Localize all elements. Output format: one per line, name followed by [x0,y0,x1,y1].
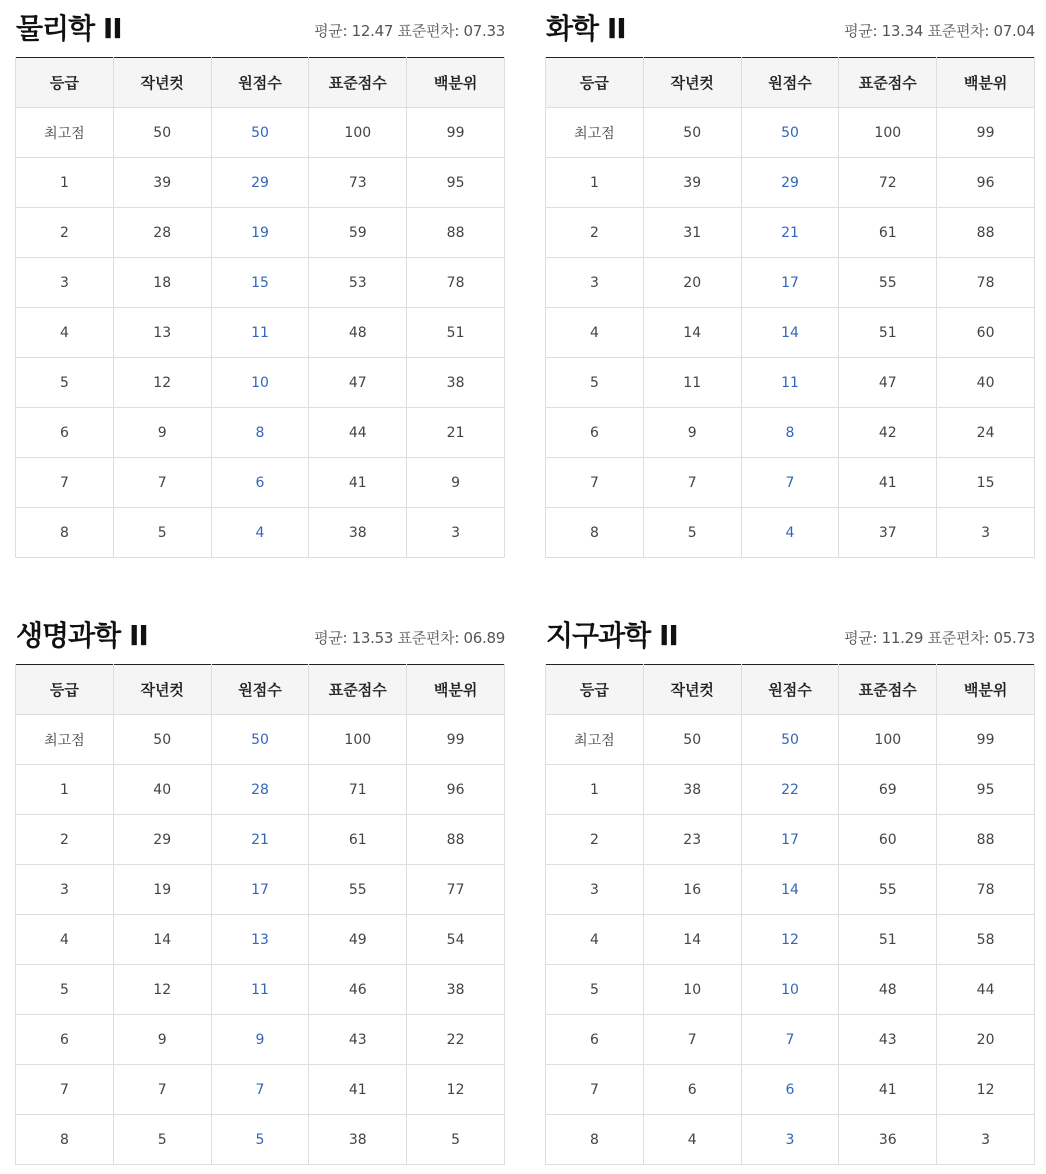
cell-last-year-cut: 16 [643,865,741,915]
cell-raw-score: 14 [741,308,839,358]
cell-standard-score: 73 [309,158,407,208]
table-row [546,715,1035,765]
cell-percentile: 44 [937,965,1035,1015]
cell-grade: 2 [546,208,644,258]
panel-header [15,607,505,664]
cell-standard-score: 43 [309,1015,407,1065]
table-row [546,158,1035,208]
cell-standard-score: 72 [839,158,937,208]
grade-table-panel-physics-2 [15,0,505,558]
cell-last-year-cut: 13 [113,308,211,358]
table-row [546,915,1035,965]
cell-grade: 1 [546,765,644,815]
cell-percentile: 60 [937,308,1035,358]
cell-raw-score: 22 [741,765,839,815]
cell-grade: 3 [16,258,114,308]
panel-header [545,0,1035,57]
cell-standard-score: 53 [309,258,407,308]
table-row [16,308,505,358]
cell-last-year-cut: 5 [643,508,741,558]
cell-last-year-cut: 5 [113,508,211,558]
cell-grade: 5 [546,965,644,1015]
cell-standard-score: 100 [839,715,937,765]
cell-grade: 8 [546,1115,644,1165]
column-header-percentile: 백분위 [937,665,1035,715]
cell-raw-score: 50 [741,715,839,765]
grade-cut-table [15,664,505,1165]
cell-percentile: 21 [407,408,505,458]
cell-raw-score: 8 [741,408,839,458]
cell-standard-score: 61 [839,208,937,258]
cell-percentile: 88 [407,815,505,865]
cell-percentile: 99 [407,715,505,765]
column-header-last-year-cut: 작년컷 [113,665,211,715]
table-row [16,715,505,765]
cell-standard-score: 71 [309,765,407,815]
cell-percentile: 38 [407,358,505,408]
cell-grade: 3 [546,865,644,915]
cell-grade: 5 [16,965,114,1015]
cell-raw-score: 21 [211,815,309,865]
cell-grade: 최고점 [16,715,114,765]
cell-last-year-cut: 20 [643,258,741,308]
cell-last-year-cut: 9 [113,1015,211,1065]
mean-stddev-stats: 평균: 11.29 표준편차: 05.73 [844,629,1035,647]
cell-last-year-cut: 11 [643,358,741,408]
cell-percentile: 99 [937,108,1035,158]
subject-title: 물리학 II [16,12,122,45]
cell-raw-score: 11 [741,358,839,408]
table-row [16,108,505,158]
table-header-row [16,58,505,108]
table-row [546,358,1035,408]
cell-standard-score: 60 [839,815,937,865]
cell-raw-score: 6 [211,458,309,508]
cell-last-year-cut: 7 [113,1065,211,1115]
table-row [16,508,505,558]
grade-table-panel-chemistry-2 [545,0,1035,558]
table-row [16,1015,505,1065]
cell-last-year-cut: 14 [643,915,741,965]
table-row [16,358,505,408]
cell-raw-score: 17 [211,865,309,915]
cell-grade: 4 [16,915,114,965]
cell-grade: 최고점 [546,715,644,765]
table-row [546,965,1035,1015]
cell-standard-score: 55 [309,865,407,915]
cell-standard-score: 100 [309,108,407,158]
cell-raw-score: 50 [211,108,309,158]
table-row [546,508,1035,558]
table-row [546,1065,1035,1115]
grade-cut-table [545,664,1035,1165]
column-header-last-year-cut: 작년컷 [643,58,741,108]
cell-standard-score: 55 [839,258,937,308]
column-header-standard-score: 표준점수 [309,58,407,108]
cell-last-year-cut: 19 [113,865,211,915]
column-header-grade: 등급 [546,58,644,108]
cell-grade: 6 [546,408,644,458]
column-header-grade: 등급 [546,665,644,715]
cell-last-year-cut: 5 [113,1115,211,1165]
cell-percentile: 12 [407,1065,505,1115]
panel-header [545,607,1035,664]
cell-grade: 최고점 [16,108,114,158]
cell-standard-score: 48 [309,308,407,358]
table-row [16,458,505,508]
table-row [546,765,1035,815]
table-row [546,408,1035,458]
cell-percentile: 22 [407,1015,505,1065]
cell-standard-score: 38 [309,1115,407,1165]
cell-percentile: 40 [937,358,1035,408]
cell-grade: 8 [546,508,644,558]
column-header-raw-score: 원점수 [211,665,309,715]
cell-standard-score: 41 [309,1065,407,1115]
cell-last-year-cut: 29 [113,815,211,865]
cell-raw-score: 19 [211,208,309,258]
cell-percentile: 99 [937,715,1035,765]
cell-grade: 5 [16,358,114,408]
cell-percentile: 20 [937,1015,1035,1065]
cell-percentile: 3 [937,508,1035,558]
cell-standard-score: 37 [839,508,937,558]
table-row [16,815,505,865]
cell-percentile: 96 [407,765,505,815]
cell-grade: 8 [16,1115,114,1165]
cell-percentile: 3 [937,1115,1035,1165]
column-header-last-year-cut: 작년컷 [643,665,741,715]
grade-table-panel-life-science-2 [15,607,505,1165]
cell-percentile: 3 [407,508,505,558]
cell-last-year-cut: 38 [643,765,741,815]
cell-last-year-cut: 9 [113,408,211,458]
cell-grade: 최고점 [546,108,644,158]
cell-standard-score: 38 [309,508,407,558]
column-header-percentile: 백분위 [937,58,1035,108]
cell-grade: 7 [16,1065,114,1115]
cell-raw-score: 12 [741,915,839,965]
cell-raw-score: 17 [741,258,839,308]
cell-grade: 2 [546,815,644,865]
cell-standard-score: 100 [839,108,937,158]
mean-stddev-stats: 평균: 13.34 표준편차: 07.04 [844,22,1035,40]
cell-raw-score: 21 [741,208,839,258]
table-row [16,1115,505,1165]
cell-grade: 6 [16,408,114,458]
grade-cut-table [15,57,505,558]
cell-last-year-cut: 40 [113,765,211,815]
cell-percentile: 12 [937,1065,1035,1115]
cell-raw-score: 7 [211,1065,309,1115]
cell-percentile: 58 [937,915,1035,965]
cell-grade: 3 [546,258,644,308]
cell-percentile: 51 [407,308,505,358]
cell-standard-score: 44 [309,408,407,458]
table-row [16,765,505,815]
cell-percentile: 15 [937,458,1035,508]
cell-grade: 1 [16,765,114,815]
cell-standard-score: 43 [839,1015,937,1065]
cell-standard-score: 36 [839,1115,937,1165]
cell-standard-score: 48 [839,965,937,1015]
column-header-percentile: 백분위 [407,665,505,715]
cell-grade: 7 [546,458,644,508]
cell-raw-score: 3 [741,1115,839,1165]
table-row [546,208,1035,258]
table-row [546,1015,1035,1065]
table-row [546,108,1035,158]
cell-raw-score: 13 [211,915,309,965]
cell-grade: 7 [16,458,114,508]
cell-last-year-cut: 31 [643,208,741,258]
cell-last-year-cut: 7 [643,1015,741,1065]
cell-last-year-cut: 50 [643,715,741,765]
panel-header [15,0,505,57]
column-header-standard-score: 표준점수 [839,58,937,108]
cell-raw-score: 10 [741,965,839,1015]
table-row [16,258,505,308]
cell-percentile: 96 [937,158,1035,208]
table-row [16,865,505,915]
cell-raw-score: 8 [211,408,309,458]
grade-table-panel-earth-science-2 [545,607,1035,1165]
cell-last-year-cut: 39 [643,158,741,208]
table-row [16,1065,505,1115]
cell-raw-score: 4 [741,508,839,558]
cell-raw-score: 11 [211,308,309,358]
cell-last-year-cut: 50 [113,715,211,765]
cell-percentile: 54 [407,915,505,965]
column-header-grade: 등급 [16,665,114,715]
cell-grade: 4 [546,308,644,358]
cell-percentile: 78 [937,258,1035,308]
column-header-percentile: 백분위 [407,58,505,108]
cell-standard-score: 47 [839,358,937,408]
subject-title: 화학 II [546,12,626,45]
cell-standard-score: 49 [309,915,407,965]
cell-percentile: 88 [937,208,1035,258]
cell-raw-score: 29 [741,158,839,208]
cell-last-year-cut: 7 [113,458,211,508]
cell-grade: 7 [546,1065,644,1115]
cell-grade: 2 [16,815,114,865]
table-row [546,865,1035,915]
cell-percentile: 77 [407,865,505,915]
cell-raw-score: 50 [741,108,839,158]
cell-raw-score: 7 [741,1015,839,1065]
cell-standard-score: 42 [839,408,937,458]
cell-grade: 1 [546,158,644,208]
cell-standard-score: 41 [309,458,407,508]
cell-raw-score: 7 [741,458,839,508]
cell-standard-score: 47 [309,358,407,408]
subject-title: 생명과학 II [16,619,148,652]
cell-percentile: 9 [407,458,505,508]
cell-raw-score: 10 [211,358,309,408]
table-row [16,408,505,458]
cell-raw-score: 11 [211,965,309,1015]
cell-last-year-cut: 23 [643,815,741,865]
cell-grade: 6 [16,1015,114,1065]
cell-last-year-cut: 28 [113,208,211,258]
column-header-last-year-cut: 작년컷 [113,58,211,108]
column-header-standard-score: 표준점수 [309,665,407,715]
table-row [546,258,1035,308]
cell-percentile: 88 [937,815,1035,865]
cell-last-year-cut: 10 [643,965,741,1015]
cell-raw-score: 5 [211,1115,309,1165]
mean-stddev-stats: 평균: 12.47 표준편차: 07.33 [314,22,505,40]
table-row [546,308,1035,358]
cell-standard-score: 61 [309,815,407,865]
column-header-grade: 등급 [16,58,114,108]
cell-percentile: 95 [407,158,505,208]
cell-raw-score: 15 [211,258,309,308]
column-header-raw-score: 원점수 [741,665,839,715]
cell-grade: 1 [16,158,114,208]
cell-last-year-cut: 14 [643,308,741,358]
subject-title: 지구과학 II [546,619,678,652]
table-row [16,208,505,258]
cell-percentile: 38 [407,965,505,1015]
cell-standard-score: 55 [839,865,937,915]
cell-raw-score: 9 [211,1015,309,1065]
table-row [546,1115,1035,1165]
cell-last-year-cut: 12 [113,965,211,1015]
cell-percentile: 5 [407,1115,505,1165]
cell-grade: 2 [16,208,114,258]
table-row [546,458,1035,508]
cell-percentile: 78 [937,865,1035,915]
column-header-standard-score: 표준점수 [839,665,937,715]
cell-raw-score: 28 [211,765,309,815]
table-row [546,815,1035,865]
table-header-row [16,665,505,715]
cell-percentile: 88 [407,208,505,258]
cell-last-year-cut: 6 [643,1065,741,1115]
cell-last-year-cut: 18 [113,258,211,308]
cell-percentile: 95 [937,765,1035,815]
cell-standard-score: 41 [839,458,937,508]
cell-standard-score: 69 [839,765,937,815]
cell-standard-score: 51 [839,915,937,965]
cell-last-year-cut: 12 [113,358,211,408]
cell-standard-score: 41 [839,1065,937,1115]
table-header-row [546,58,1035,108]
cell-raw-score: 50 [211,715,309,765]
cell-standard-score: 100 [309,715,407,765]
table-header-row [546,665,1035,715]
cell-standard-score: 46 [309,965,407,1015]
cell-percentile: 99 [407,108,505,158]
cell-last-year-cut: 39 [113,158,211,208]
table-row [16,965,505,1015]
grade-cut-table [545,57,1035,558]
cell-grade: 8 [16,508,114,558]
cell-grade: 4 [16,308,114,358]
cell-last-year-cut: 14 [113,915,211,965]
cell-percentile: 24 [937,408,1035,458]
mean-stddev-stats: 평균: 13.53 표준편차: 06.89 [314,629,505,647]
cell-standard-score: 59 [309,208,407,258]
cell-raw-score: 29 [211,158,309,208]
table-row [16,915,505,965]
cell-raw-score: 17 [741,815,839,865]
cell-percentile: 78 [407,258,505,308]
cell-raw-score: 4 [211,508,309,558]
cell-last-year-cut: 50 [643,108,741,158]
cell-last-year-cut: 4 [643,1115,741,1165]
cell-last-year-cut: 50 [113,108,211,158]
cell-raw-score: 6 [741,1065,839,1115]
cell-grade: 6 [546,1015,644,1065]
cell-grade: 5 [546,358,644,408]
cell-standard-score: 51 [839,308,937,358]
cell-raw-score: 14 [741,865,839,915]
column-header-raw-score: 원점수 [741,58,839,108]
cell-grade: 3 [16,865,114,915]
cell-last-year-cut: 9 [643,408,741,458]
column-header-raw-score: 원점수 [211,58,309,108]
cell-last-year-cut: 7 [643,458,741,508]
table-row [16,158,505,208]
cell-grade: 4 [546,915,644,965]
